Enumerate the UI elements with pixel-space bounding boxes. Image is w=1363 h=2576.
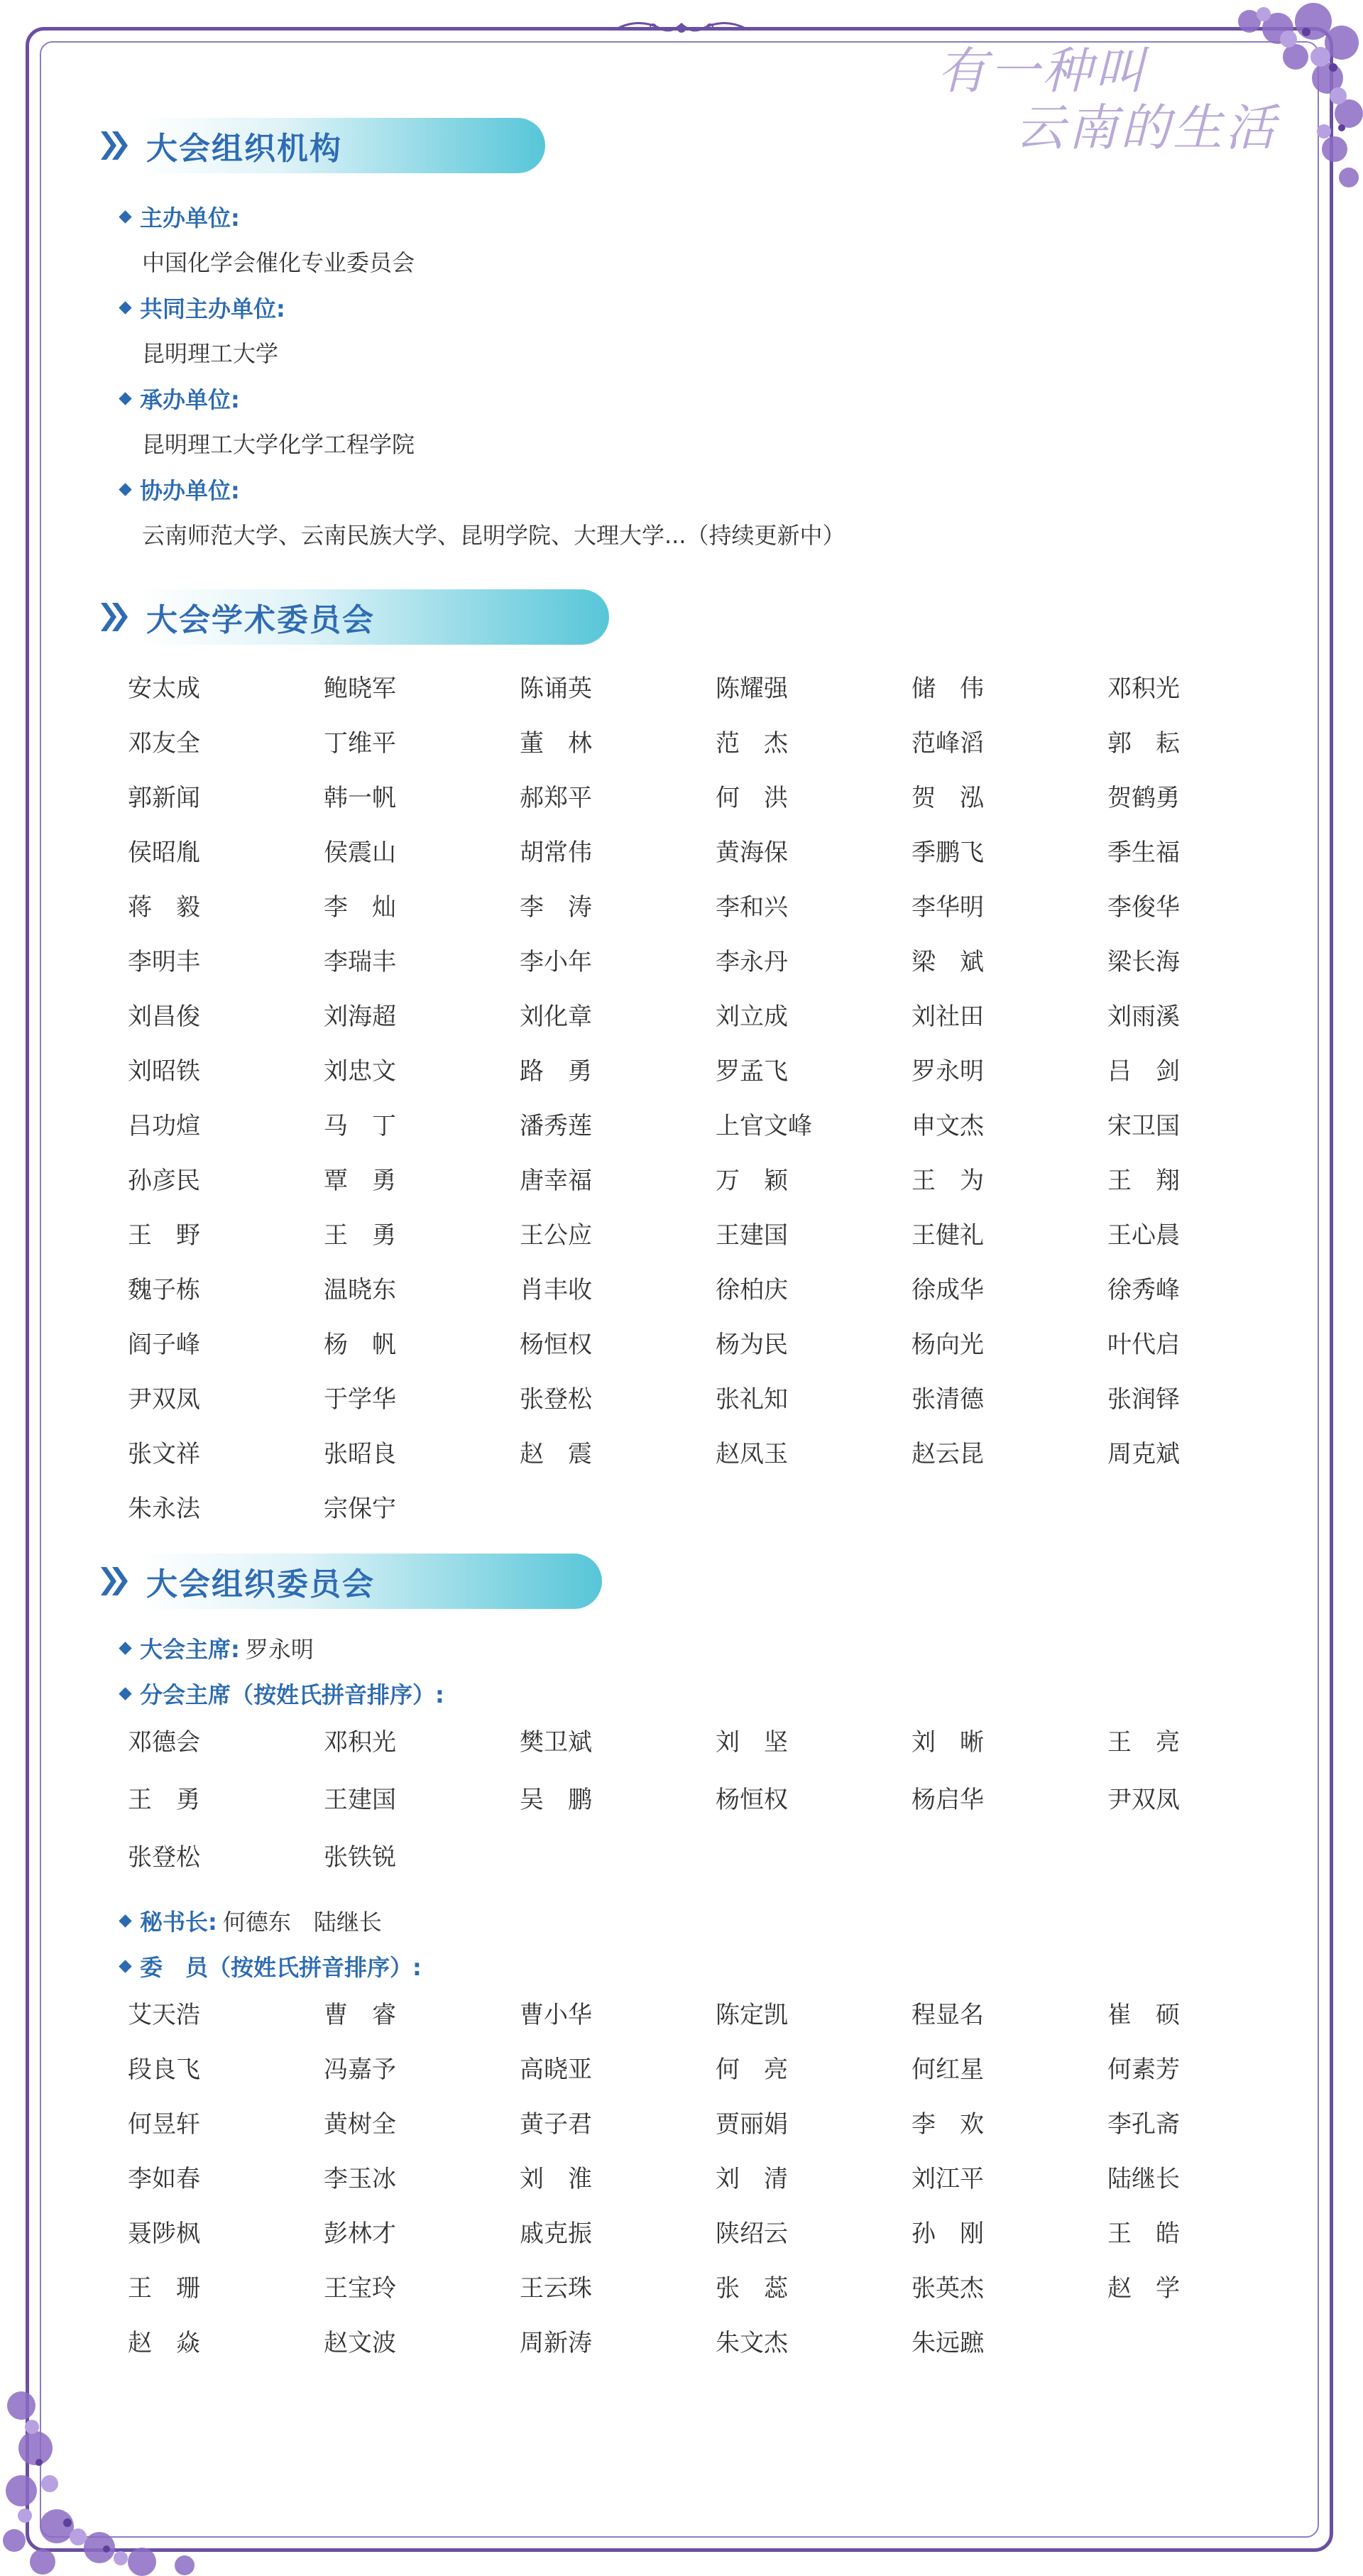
member-name: 崔 硕 [1107, 2001, 1180, 2029]
member-name: 聂陟枫 [128, 2220, 200, 2248]
member-name: 孙 刚 [912, 2220, 984, 2248]
member-name: 赵文波 [324, 2329, 396, 2357]
chair-label: 大会主席: 罗永明 [121, 1632, 314, 1664]
member-name: 何素芳 [1107, 2056, 1180, 2084]
member-name: 邓友全 [128, 729, 200, 758]
member-name: 张文祥 [128, 1440, 200, 1468]
member-name: 杨启华 [912, 1786, 984, 1814]
member-name: 李玉冰 [324, 2165, 396, 2193]
section-title: 大会学术委员会 [146, 602, 375, 638]
member-name: 陆继长 [1107, 2165, 1180, 2193]
member-name: 范 杰 [716, 729, 788, 758]
member-name: 赵 震 [520, 1440, 592, 1468]
member-name: 申文杰 [912, 1112, 984, 1140]
member-name: 杨 帆 [324, 1331, 396, 1359]
member-name: 李如春 [128, 2165, 200, 2193]
member-name: 李 欢 [912, 2110, 984, 2139]
member-name: 刘忠文 [324, 1057, 396, 1086]
member-name: 张润铎 [1107, 1385, 1180, 1414]
member-name: 李华明 [912, 893, 984, 922]
secretary-label: 秘书长: 何德东 陆继长 [121, 1904, 382, 1937]
member-name: 潘秀莲 [520, 1112, 592, 1140]
member-name: 赵云昆 [912, 1440, 984, 1468]
host-value: 中国化学会催化专业委员会 [142, 249, 415, 276]
member-name: 冯嘉予 [324, 2056, 396, 2084]
member-name: 刘立成 [716, 1003, 788, 1031]
committee-member-list [128, 1988, 1292, 2371]
calligraphy-slogan [937, 43, 1278, 163]
member-name: 曹小华 [520, 2001, 592, 2029]
member-name: 季鹏飞 [912, 839, 984, 867]
member-name: 蒋 毅 [128, 893, 200, 922]
organizer-label: 承办单位: [121, 382, 240, 415]
member-name: 张 蕊 [716, 2274, 788, 2303]
section-header-organizing-committee [99, 1554, 602, 1609]
coorganizer-label: 协办单位: [121, 473, 240, 506]
member-name: 上官文峰 [716, 1112, 812, 1140]
secretary-value: 何德东 陆继长 [222, 1909, 382, 1936]
organizer-value: 昆明理工大学化学工程学院 [142, 431, 415, 458]
member-name: 王 皓 [1107, 2220, 1180, 2248]
chair-value: 罗永明 [245, 1636, 314, 1663]
member-name: 徐成华 [912, 1276, 984, 1304]
top-scroll-ornament [611, 14, 752, 43]
member-name: 王建国 [716, 1221, 788, 1250]
member-name: 邓德会 [128, 1728, 200, 1757]
member-name: 程显名 [912, 2001, 984, 2029]
member-name: 周新涛 [520, 2329, 592, 2357]
member-name: 刘海超 [324, 1003, 396, 1031]
member-name: 侯昭胤 [128, 839, 200, 867]
member-name: 刘 晰 [912, 1728, 984, 1757]
member-name: 贺 泓 [912, 784, 984, 812]
diamond-bullet-icon [119, 1687, 131, 1700]
member-name: 路 勇 [520, 1057, 592, 1086]
member-name: 杨恒权 [520, 1331, 592, 1359]
member-name: 杨为民 [716, 1331, 788, 1359]
member-name: 陈定凯 [716, 2001, 788, 2029]
member-name: 陈诵英 [520, 675, 592, 703]
double-chevron-icon [99, 1563, 131, 1599]
member-name: 覃 勇 [324, 1167, 396, 1195]
member-name: 刘化章 [520, 1003, 592, 1031]
member-name: 宗保宁 [324, 1495, 396, 1523]
host-label: 主办单位: [121, 200, 240, 233]
member-name: 何 洪 [716, 784, 788, 812]
member-name: 季生福 [1107, 839, 1180, 867]
member-name: 郭 耘 [1107, 729, 1180, 758]
member-name: 李 涛 [520, 893, 592, 922]
member-name: 赵凤玉 [716, 1440, 788, 1468]
member-name: 刘昭铁 [128, 1057, 200, 1086]
member-name: 王宝玲 [324, 2274, 396, 2303]
member-name: 刘雨溪 [1107, 1003, 1180, 1031]
member-name: 贾丽娟 [716, 2110, 788, 2139]
member-name: 吕 剑 [1107, 1057, 1180, 1086]
member-name: 刘 淮 [520, 2165, 592, 2193]
member-name: 韩一帆 [324, 784, 396, 812]
member-name: 贺鹤勇 [1107, 784, 1180, 812]
member-name: 王 为 [912, 1167, 984, 1195]
member-name: 刘社田 [912, 1003, 984, 1031]
member-name: 丁维平 [324, 729, 396, 758]
member-name: 安太成 [128, 675, 200, 703]
member-name: 黄子君 [520, 2110, 592, 2139]
member-name: 郝郑平 [520, 784, 592, 812]
member-name: 黄海保 [716, 839, 788, 867]
member-name: 赵 学 [1107, 2274, 1180, 2303]
member-name: 王 亮 [1107, 1728, 1180, 1757]
member-name: 罗孟飞 [716, 1057, 788, 1086]
calligraphy-line-1: 有一种叫 [937, 42, 1147, 100]
section-header-bar [141, 589, 609, 645]
calligraphy-line-2: 云南的生活 [1015, 99, 1278, 157]
sub-chair-label: 分会主席（按姓氏拼音排序）: [121, 1677, 444, 1710]
double-chevron-icon [99, 128, 131, 163]
member-name: 范峰滔 [912, 729, 984, 758]
member-name: 樊卫斌 [520, 1728, 592, 1757]
member-name: 王 野 [128, 1221, 200, 1250]
member-name: 杨恒权 [716, 1786, 788, 1814]
member-name: 李明丰 [128, 948, 200, 976]
member-name: 周克斌 [1107, 1440, 1180, 1468]
member-name: 于学华 [324, 1385, 396, 1414]
member-name: 刘昌俊 [128, 1003, 200, 1031]
diamond-bullet-icon [119, 1642, 131, 1654]
diamond-bullet-icon [119, 1914, 131, 1927]
member-name: 王公应 [520, 1221, 592, 1250]
member-name: 吕功煊 [128, 1112, 200, 1140]
member-name: 张礼知 [716, 1385, 788, 1414]
member-name: 宋卫国 [1107, 1112, 1180, 1140]
member-name: 张昭良 [324, 1440, 396, 1468]
member-name: 高晓亚 [520, 2056, 592, 2084]
diamond-bullet-icon [119, 1960, 131, 1972]
member-name: 朱远蹠 [912, 2329, 984, 2357]
member-name: 艾天浩 [128, 2001, 200, 2029]
member-name: 刘 坚 [716, 1728, 788, 1757]
member-name: 王 勇 [128, 1786, 200, 1814]
member-name: 李永丹 [716, 948, 788, 976]
member-name: 李孔斋 [1107, 2110, 1180, 2139]
member-name: 李俊华 [1107, 893, 1180, 922]
cohost-value: 昆明理工大学 [142, 340, 279, 367]
member-name: 温晓东 [324, 1276, 396, 1304]
member-name: 王 珊 [128, 2274, 200, 2303]
coorganizer-value: 云南师范大学、云南民族大学、昆明学院、大理大学...（持续更新中） [142, 522, 845, 549]
double-chevron-icon [99, 599, 131, 635]
member-name: 鲍晓军 [324, 675, 396, 703]
member-name: 万 颖 [716, 1167, 788, 1195]
member-name: 陕绍云 [716, 2220, 788, 2248]
cohost-label: 共同主办单位: [121, 291, 285, 324]
member-name: 郭新闻 [128, 784, 200, 812]
member-name: 王 翔 [1107, 1167, 1180, 1195]
member-name: 叶代启 [1107, 1331, 1180, 1359]
member-name: 李 灿 [324, 893, 396, 922]
member-name: 董 林 [520, 729, 592, 758]
member-name: 何昱轩 [128, 2110, 200, 2139]
member-name: 马 丁 [324, 1112, 396, 1140]
member-name: 张登松 [520, 1385, 592, 1414]
member-name: 曹 睿 [324, 2001, 396, 2029]
member-name: 杨向光 [912, 1331, 984, 1359]
diamond-bullet-icon [119, 392, 131, 405]
diamond-bullet-icon [119, 483, 131, 496]
member-name: 吴 鹏 [520, 1786, 592, 1814]
member-name: 唐幸福 [520, 1167, 592, 1195]
member-name: 邓积光 [1107, 675, 1180, 703]
member-name: 刘江平 [912, 2165, 984, 2193]
member-name: 侯震山 [324, 839, 396, 867]
members-label: 委 员（按姓氏拼音排序）: [121, 1950, 422, 1982]
member-name: 魏子栋 [128, 1276, 200, 1304]
member-name: 徐秀峰 [1107, 1276, 1180, 1304]
member-name: 王建国 [324, 1786, 396, 1814]
member-name: 朱永法 [128, 1495, 200, 1523]
member-name: 戚克振 [520, 2220, 592, 2248]
member-name: 张登松 [128, 1843, 200, 1872]
member-name: 储 伟 [912, 675, 984, 703]
member-name: 朱文杰 [716, 2329, 788, 2357]
member-name: 肖丰收 [520, 1276, 592, 1304]
member-name: 何 亮 [716, 2056, 788, 2084]
member-name: 胡常伟 [520, 839, 592, 867]
member-name: 段良飞 [128, 2056, 200, 2084]
member-name: 尹双凤 [128, 1385, 200, 1414]
section-header-bar [141, 1554, 602, 1609]
member-name: 梁长海 [1107, 948, 1180, 976]
member-name: 王心晨 [1107, 1221, 1180, 1250]
member-name: 何红星 [912, 2056, 984, 2084]
member-name: 梁 斌 [912, 948, 984, 976]
member-name: 张英杰 [912, 2274, 984, 2303]
member-name: 王 勇 [324, 1221, 396, 1250]
member-name: 彭林才 [324, 2220, 396, 2248]
member-name: 李小年 [520, 948, 592, 976]
member-name: 黄树全 [324, 2110, 396, 2139]
sub-chair-list [128, 1714, 1292, 1887]
section-header-academic-committee [99, 589, 609, 645]
member-name: 邓积光 [324, 1728, 396, 1757]
member-name: 赵 焱 [128, 2329, 200, 2357]
flower-cluster-bottom-left [0, 2363, 256, 2576]
member-name: 王健礼 [912, 1221, 984, 1250]
member-name: 尹双凤 [1107, 1786, 1180, 1814]
member-name: 徐柏庆 [716, 1276, 788, 1304]
member-name: 李瑞丰 [324, 948, 396, 976]
section-header-bar [141, 118, 545, 173]
member-name: 陈耀强 [716, 675, 788, 703]
section-title: 大会组织机构 [146, 131, 342, 167]
member-name: 王云珠 [520, 2274, 592, 2303]
member-name: 刘 清 [716, 2165, 788, 2193]
member-name: 李和兴 [716, 893, 788, 922]
member-name: 张清德 [912, 1385, 984, 1414]
member-name: 阎子峰 [128, 1331, 200, 1359]
section-header-organization [99, 118, 545, 173]
member-name: 罗永明 [912, 1057, 984, 1086]
member-name: 孙彦民 [128, 1167, 200, 1195]
diamond-bullet-icon [119, 210, 131, 223]
section-title: 大会组织委员会 [146, 1566, 375, 1603]
diamond-bullet-icon [119, 301, 131, 314]
academic-committee-list [128, 662, 1292, 1537]
member-name: 张铁锐 [324, 1843, 396, 1872]
